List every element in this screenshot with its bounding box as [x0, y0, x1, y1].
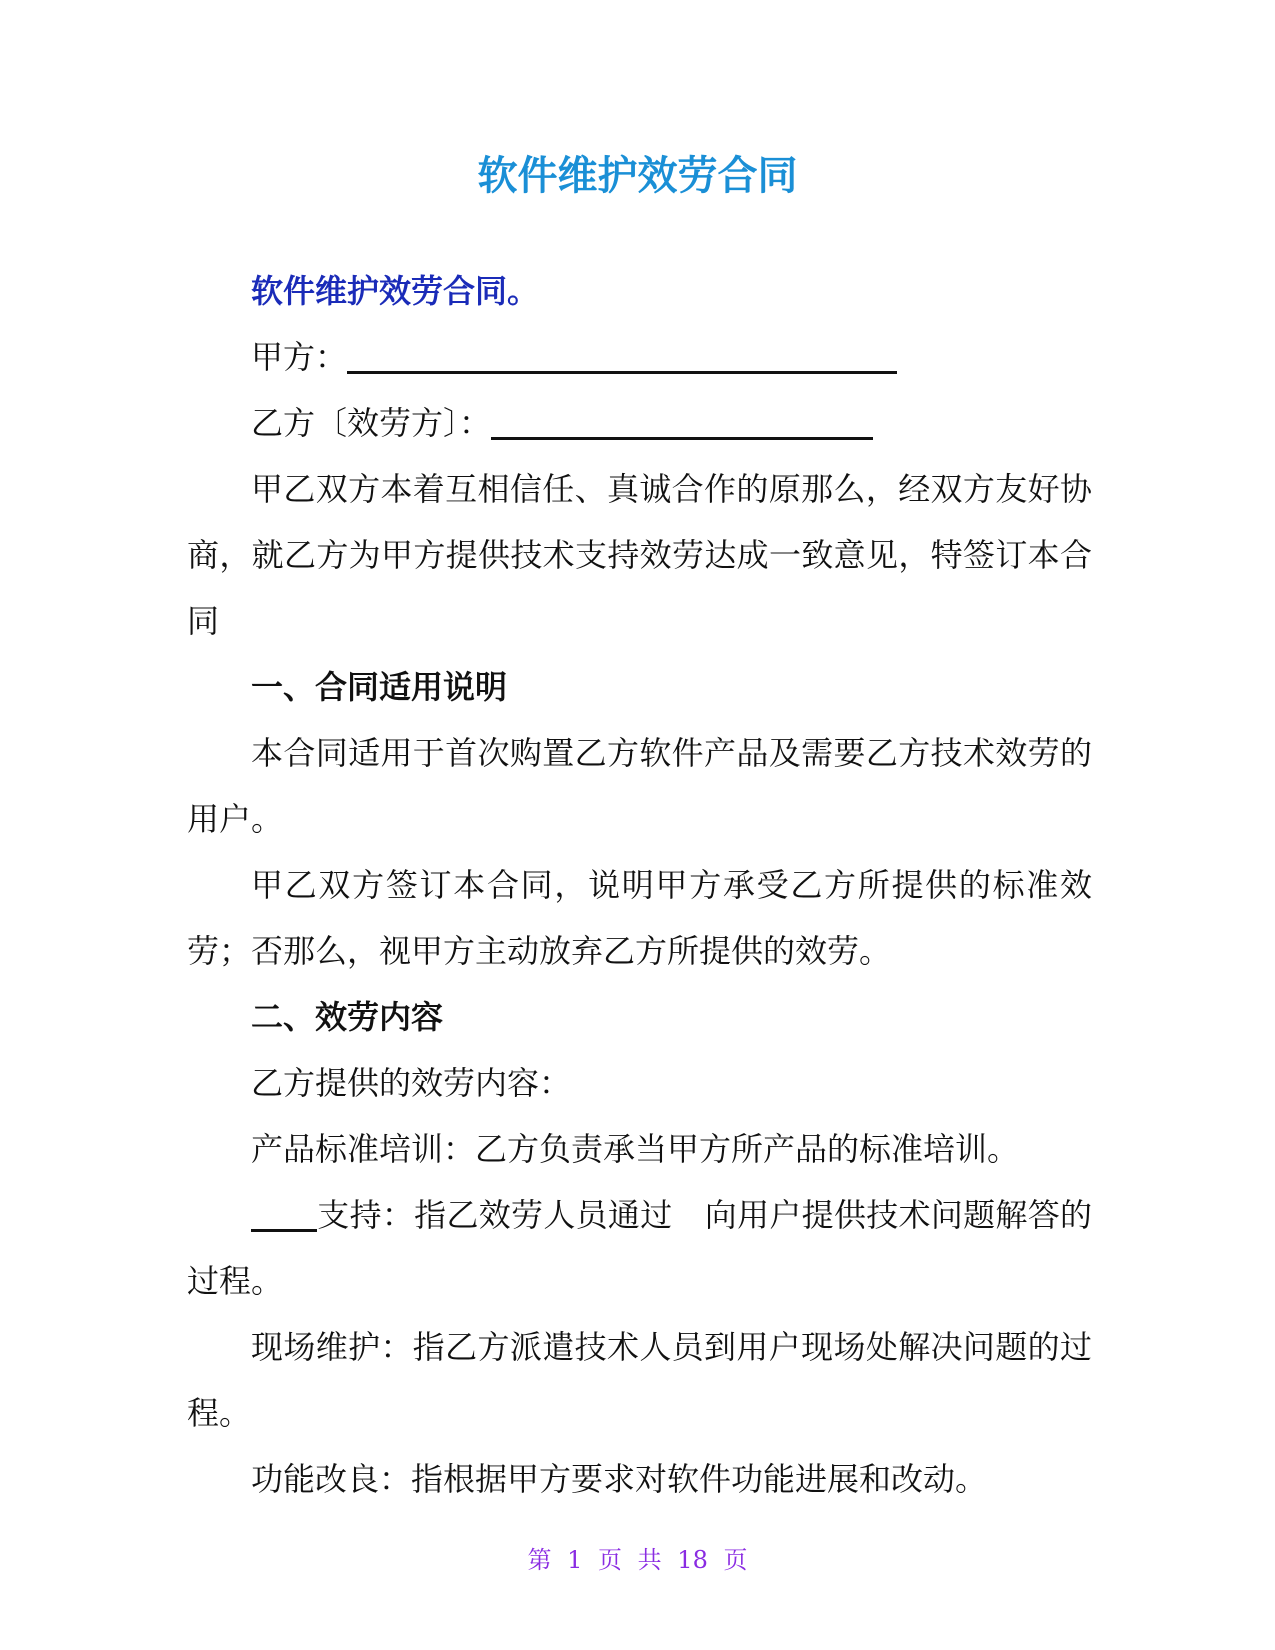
party-a-label: 甲方：	[251, 338, 348, 376]
section1-paragraph-1: 本合同适用于首次购置乙方软件产品及需要乙方技术效劳的用户。	[187, 734, 1092, 838]
document-title: 软件维护效劳合同	[477, 153, 798, 199]
document-subtitle: 软件维护效劳合同。	[251, 272, 540, 310]
document-body	[187, 258, 1092, 1512]
item-support-part1: 支持：指乙效劳人员通过	[317, 1196, 673, 1234]
section1-heading: 一、合同适用说明	[251, 668, 508, 706]
section2-heading: 二、效劳内容	[251, 998, 444, 1036]
section2-intro: 乙方提供的效劳内容：	[251, 1064, 572, 1102]
party-b-blank	[491, 397, 873, 440]
item-support-part2: 向用户提供技术问题解答的过程。	[187, 1196, 1092, 1300]
item-support	[187, 1182, 1092, 1314]
item-training: 产品标准培训：乙方负责承当甲方所产品的标准培训。	[251, 1130, 1020, 1168]
page-footer: 第 1 页 共 18 页	[527, 1546, 748, 1574]
party-a-line	[187, 324, 1092, 390]
party-b-label: 乙方〔效劳方〕：	[251, 404, 492, 442]
intro-paragraph: 甲乙双方本着互相信任、真诚合作的原那么，经双方友好协商，就乙方为甲方提供技术支持效劳达成一致意见，特签订本合同	[187, 470, 1092, 640]
support-blank	[251, 1189, 317, 1232]
item-onsite: 现场维护：指乙方派遣技术人员到用户现场处解决问题的过程。	[187, 1328, 1092, 1432]
item-improve: 功能改良：指根据甲方要求对软件功能进展和改动。	[251, 1460, 988, 1498]
section1-paragraph-2: 甲乙双方签订本合同，说明甲方承受乙方所提供的标准效劳；否那么，视甲方主动放弃乙方所提供的效劳。	[187, 866, 1092, 970]
party-b-line	[187, 390, 1092, 456]
party-a-blank	[347, 331, 897, 374]
